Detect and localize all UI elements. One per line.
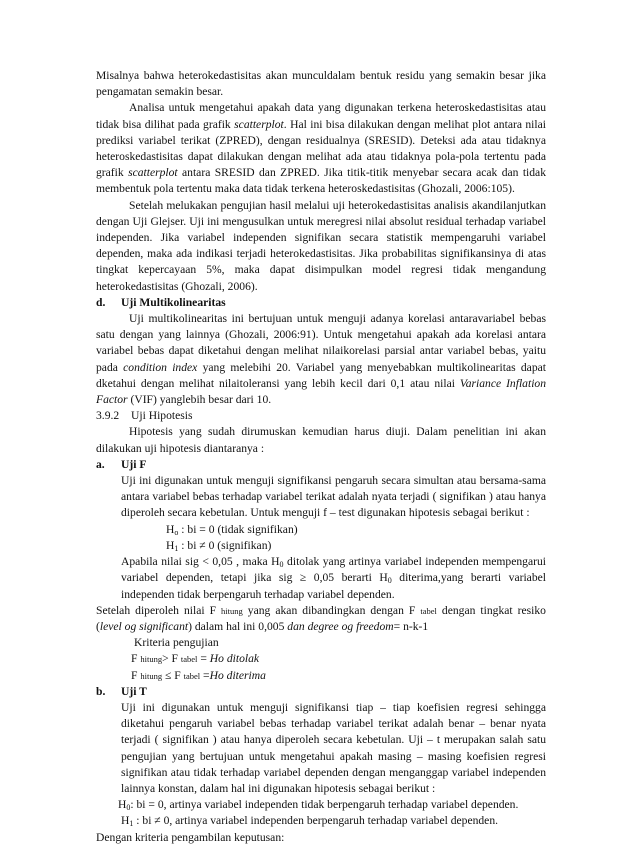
text-run: ) dalam hal ini 0,005 xyxy=(188,619,288,633)
subscript: 0 xyxy=(387,576,392,586)
text-run: ditolak yang artinya variabel independen mempengarui variabel dependen, tetapi jika sig ≥ 0,05 berarti H xyxy=(121,555,546,585)
text-run: Uji multikolinearitas ini bertujuan untuk menguji adanya korelasi antaravariabel bebas satu dengan yang lainnya (Ghozali, 2006:91). Untuk mengetahui apakah ada korelasi antara variabel bebas dapat diketahui dengan melihat nilaikorelasi parsial antar variabel bebas, yaitu pada xyxy=(96,312,546,374)
text-run: H xyxy=(166,522,175,536)
paragraph-uji-f: Uji ini digunakan untuk menguji signifikansi pengaruh secara simultan atau bersama-sama antara variabel bebas terhadap variabel terikat adalah nyata terjadi ( signifikan ) atau hanya diperoleh secara kebetulan. Untuk menguji f – test digunakan hipotesis sebagai berikut : xyxy=(121,474,546,520)
hypothesis-f-h0 xyxy=(96,522,546,538)
section-letter: b. xyxy=(96,684,106,698)
section-heading-uji-t xyxy=(96,684,546,700)
text-run: H xyxy=(118,798,127,812)
subsection-number: 3.9.2 xyxy=(96,409,120,423)
text-run: Setelah diperoleh nilai F xyxy=(96,603,222,617)
text-run: (VIF) yanglebih besar dari 10. xyxy=(127,393,272,407)
text-run: : bi ≠ 0, artinya variabel independen berpengaruh terhadap variabel dependen. xyxy=(133,814,499,828)
subscript: 1 xyxy=(174,543,179,553)
text-run: . Hal ini bisa dilakukan dengan melihat plot antara nilai prediksi variabel terikat (ZPRED), dengan residualnya (SRESID). Deteksi ada atau tidaknya heteroskedastisitas dapat dilakukan dengan melihat ada atau tidaknya pola-pola tertentu pada grafik xyxy=(96,117,546,180)
small-label: hitung xyxy=(221,605,243,616)
small-label: tabel xyxy=(180,654,198,665)
text-run: ≤ F xyxy=(162,668,184,682)
section-heading-multikolinearitas xyxy=(96,295,546,311)
term-scatterplot: scatterplot xyxy=(128,166,178,180)
term-ho-diterima: Ho diterima xyxy=(209,668,266,682)
text-run: H xyxy=(166,538,175,552)
kriteria-pengujian-label: Kriteria pengujian xyxy=(134,636,219,650)
section-title: Uji Multikolinearitas xyxy=(121,295,226,309)
paragraph-analisa-scatterplot xyxy=(96,100,546,197)
section-letter: d. xyxy=(96,295,106,309)
term-degree-freedom: dan degree og freedom xyxy=(287,619,394,633)
subscript: 1 xyxy=(129,819,134,829)
text-run: yang akan dibandingkan dengan F xyxy=(242,603,421,617)
text-run: : bi = 0, artinya variabel independen tidak berpengaruh terhadap variabel dependen. xyxy=(130,798,519,812)
small-label: hitung xyxy=(140,654,163,665)
hypothesis-f-h1 xyxy=(96,538,546,554)
section-title: Uji T xyxy=(121,684,147,698)
paragraph-kriteria-keputusan: Dengan kriteria pengambilan keputusan: xyxy=(96,830,285,844)
text-run: = n-k-1 xyxy=(393,619,429,633)
text-run: = xyxy=(197,652,210,666)
term-vif: Variance Inflation Factor xyxy=(96,376,547,407)
subscript: o xyxy=(174,527,179,537)
text-run: Analisa untuk mengetahui apakah data yang digunakan terkena heteroskedastisitas atau tidak bisa dilihat pada grafik xyxy=(96,101,546,131)
subsection-title: Uji Hipotesis xyxy=(131,409,193,423)
text-run: diterima,yang berarti variabel independen tidak berpengaruh terhadap variabel dependen. xyxy=(121,571,546,601)
paragraph-uji-glejser: Setelah melukakan pengujian hasil melalui uji heterokedastisitas analisis akandilanjutkan dengan Uji Glejser. Uji ini mengusulkan untuk meregresi nilai absolut residual terhadap variabel independen. Jika variabel independen signifikan secara statistik mempengaruhi variabel dependen, maka ada indikasi terjadi heterokedastisitas. Jika probabilitas signifikansinya di atas tingkat kepercayaan 5%, maka dapat disimpulkan model regresi tidak mengandung heterokedastisitas (Ghozali, 2006). xyxy=(96,198,546,293)
text-run: : bi ≠ 0 (signifikan) xyxy=(178,538,272,552)
text-run: antara SRESID dan ZPRED. Jika titik-titik menyebar secara acak dan tidak membentuk pola tertentu maka data tidak terkena heteroskedastisitas (Ghozali, 2006:105). xyxy=(96,166,547,196)
text-run: yang melebihi 20. Variabel yang menyebabkan multikolinearitas dapat dketahui dengan melihat nilaitoleransi yang lebih kecil dari 0,1 atau nilai xyxy=(96,360,546,390)
kriteria-ho-ditolak xyxy=(96,651,546,667)
text-run: : bi = 0 (tidak signifikan) xyxy=(178,522,298,536)
hypothesis-t-h0 xyxy=(96,797,546,813)
paragraph-heteroskedastisitas-intro: Misalnya bahwa heterokedastisitas akan munculdalam bentuk residu yang semakin besar jika pengamatan semakin besar. xyxy=(96,69,546,99)
text-run: dengan tingkat resiko ( xyxy=(96,603,546,633)
small-label: tabel xyxy=(183,670,201,681)
paragraph-f-hitung-tabel xyxy=(96,603,546,635)
term-condition-index: condition index xyxy=(123,360,198,374)
kriteria-ho-diterima xyxy=(96,668,546,684)
subsection-heading-uji-hipotesis xyxy=(96,408,546,424)
term-level-significant: level og significant xyxy=(99,619,189,633)
paragraph-hipotesis-intro: Hipotesis yang sudah dirumuskan kemudian harus diuji. Dalam penelitian ini akan dilakukan uji hipotesis diantaranya : xyxy=(96,425,546,455)
text-run: H xyxy=(121,814,130,828)
text-run: = xyxy=(200,668,210,682)
section-letter: a. xyxy=(96,457,105,471)
term-scatterplot: scatterplot xyxy=(234,117,284,131)
text-run: Apabila nilai sig < 0,05 , maka H xyxy=(121,555,280,569)
section-heading-uji-f xyxy=(96,457,546,473)
section-title: Uji F xyxy=(121,457,147,471)
text-run: > F xyxy=(162,652,181,666)
text-run: F xyxy=(131,668,141,682)
paragraph-multikolinearitas xyxy=(96,311,546,408)
subscript: 0 xyxy=(126,803,131,813)
paragraph-uji-t: Uji ini digunakan untuk menguji signifikansi tiap – tiap koefisien regresi sehingga diketahui pengaruh variabel bebas terhadap variabel terikat adalah benar – benar nyata terjadi ( signifikan ) atau hanya diperoleh secara kebetulan. Uji – t merupakan salah satu pengujian yang bertujuan untuk mengetahui apakah masing – masing koefisien regresi signifikan atau tidak terhadap variabel dependen dengan menganggap variabel independen lainnya konstan, dalam hal ini digunakan hipotesis sebagai berikut : xyxy=(121,700,546,795)
paragraph-uji-f-keputusan xyxy=(96,554,546,603)
small-label: tabel xyxy=(420,605,437,616)
small-label: hitung xyxy=(140,670,163,681)
text-run: F xyxy=(131,652,141,666)
subscript: 0 xyxy=(279,560,284,570)
hypothesis-t-h1 xyxy=(96,813,546,829)
term-ho-ditolak: Ho ditolak xyxy=(209,652,260,666)
